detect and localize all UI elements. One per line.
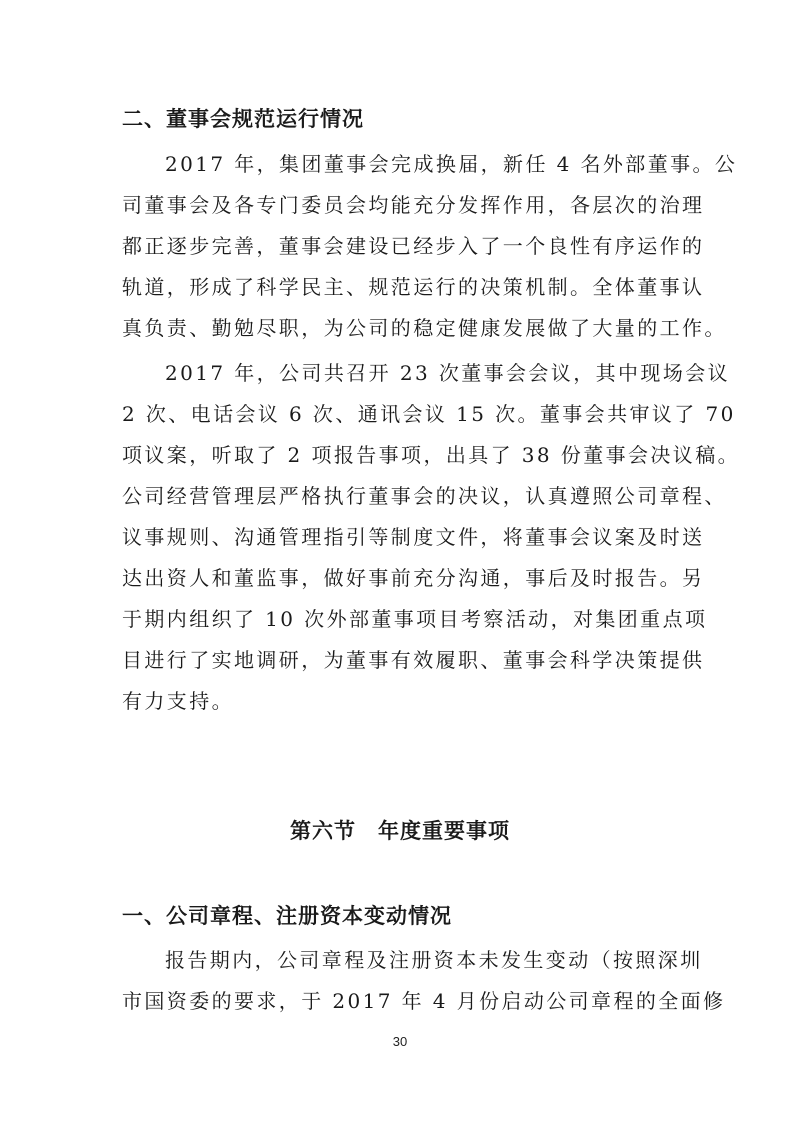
- paragraph-line: 2017 年，集团董事会完成换届，新任 4 名外部董事。公: [165, 152, 738, 176]
- section-heading-board-operation: 二、董事会规范运行情况: [122, 107, 364, 131]
- paragraph-line: 市国资委的要求，于 2017 年 4 月份启动公司章程的全面修: [122, 989, 726, 1013]
- chapter-title: 第六节 年度重要事项: [290, 819, 510, 843]
- paragraph-line: 项议案，听取了 2 项报告事项，出具了 38 份董事会决议稿。: [122, 443, 741, 467]
- paragraph-line: 议事规则、沟通管理指引等制度文件，将董事会议案及时送: [122, 525, 705, 549]
- section-heading-articles-capital: 一、公司章程、注册资本变动情况: [122, 904, 452, 928]
- paragraph-line: 公司经营管理层严格执行董事会的决议，认真遵照公司章程、: [122, 484, 727, 508]
- paragraph-line: 都正逐步完善，董事会建设已经步入了一个良性有序运作的: [122, 234, 705, 258]
- paragraph-line: 报告期内，公司章程及注册资本未发生变动（按照深圳: [165, 948, 703, 972]
- paragraph-line: 真负责、勤勉尽职，为公司的稳定健康发展做了大量的工作。: [122, 316, 727, 340]
- paragraph-line: 2017 年，公司共召开 23 次董事会会议，其中现场会议: [165, 361, 731, 385]
- paragraph-line: 达出资人和董监事，做好事前充分沟通，事后及时报告。另: [122, 566, 705, 590]
- paragraph-line: 2 次、电话会议 6 次、通讯会议 15 次。董事会共审议了 70: [122, 402, 736, 426]
- paragraph-line: 于期内组织了 10 次外部董事项目考察活动，对集团重点项: [122, 607, 708, 631]
- paragraph-line: 目进行了实地调研，为董事有效履职、董事会科学决策提供: [122, 648, 705, 672]
- paragraph-line: 司董事会及各专门委员会均能充分发挥作用，各层次的治理: [122, 193, 705, 217]
- paragraph-line: 轨道，形成了科学民主、规范运行的决策机制。全体董事认: [122, 275, 705, 299]
- page-number: 30: [392, 1034, 408, 1049]
- paragraph-line: 有力支持。: [122, 689, 234, 713]
